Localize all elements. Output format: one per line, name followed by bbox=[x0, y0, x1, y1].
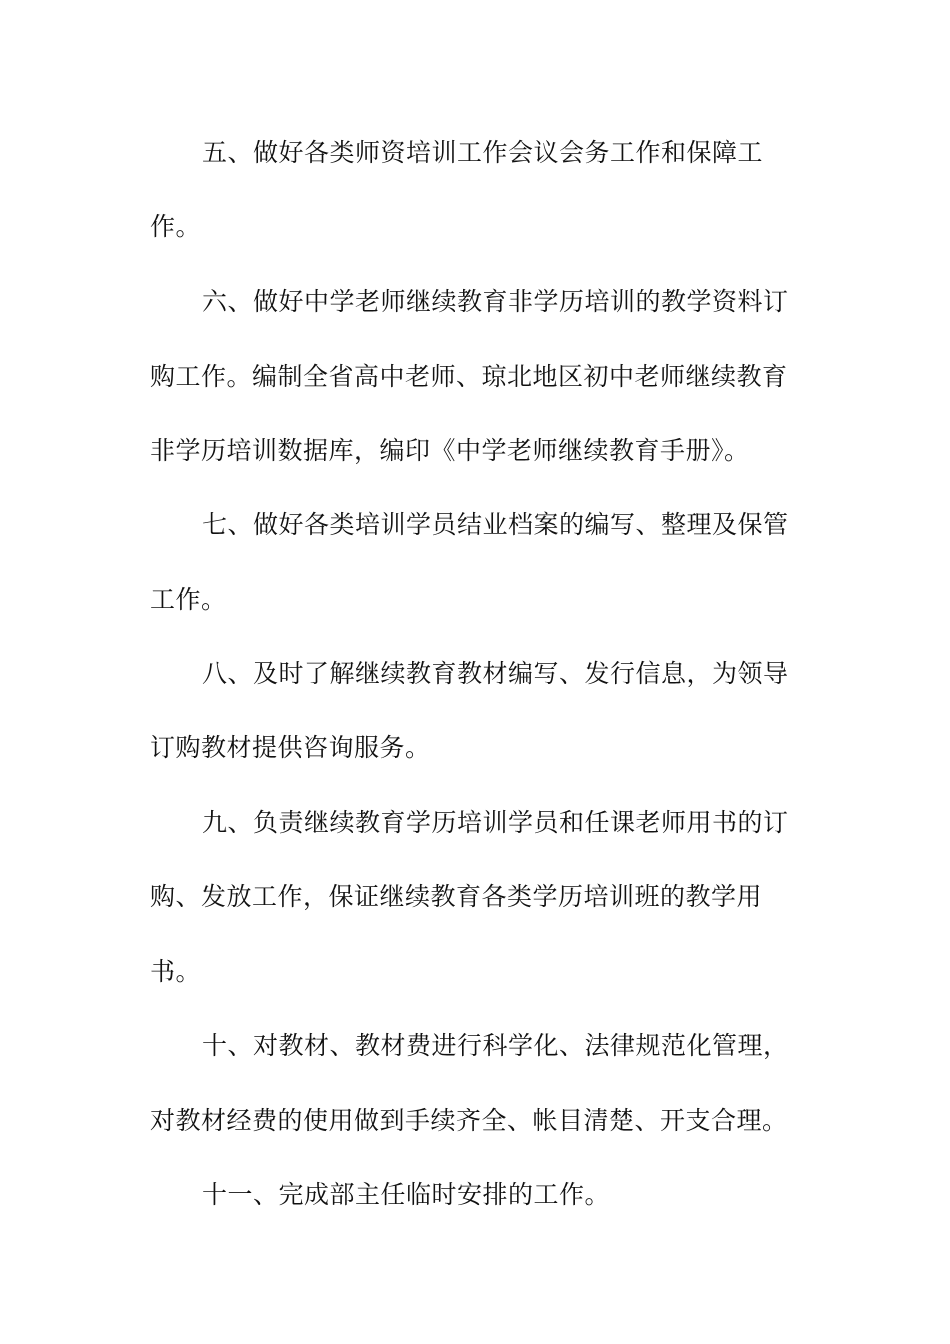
paragraph-10-line-2: 对教材经费的使用做到手续齐全、帐目清楚、开支合理。 bbox=[150, 1106, 788, 1135]
paragraph-10-line-1: 十、对教材、教材费进行科学化、法律规范化管理， bbox=[202, 1031, 789, 1060]
paragraph-8-line-2: 订购教材提供咨询服务。 bbox=[150, 733, 431, 762]
paragraph-7-line-2: 工作。 bbox=[150, 585, 227, 614]
paragraph-8-line-1: 八、及时了解继续教育教材编写、发行信息，为领导 bbox=[202, 659, 789, 688]
paragraph-11-line-1: 十一、完成部主任临时安排的工作。 bbox=[202, 1180, 611, 1209]
paragraph-5-line-2: 作。 bbox=[150, 212, 202, 241]
paragraph-6-line-1: 六、做好中学老师继续教育非学历培训的教学资料订 bbox=[202, 287, 789, 316]
paragraph-9-line-1: 九、负责继续教育学历培训学员和任课老师用书的订 bbox=[202, 808, 789, 837]
paragraph-6-line-2: 购工作。编制全省高中老师、琼北地区初中老师继续教育 bbox=[150, 362, 788, 391]
paragraph-9-line-3: 书。 bbox=[150, 957, 202, 986]
paragraph-6-line-3: 非学历培训数据库，编印《中学老师继续教育手册》。 bbox=[150, 436, 750, 465]
paragraph-9-line-2: 购、发放工作，保证继续教育各类学历培训班的教学用 bbox=[150, 882, 763, 911]
paragraph-5-line-1: 五、做好各类师资培训工作会议会务工作和保障工 bbox=[202, 138, 764, 167]
paragraph-7-line-1: 七、做好各类培训学员结业档案的编写、整理及保管 bbox=[202, 510, 789, 539]
